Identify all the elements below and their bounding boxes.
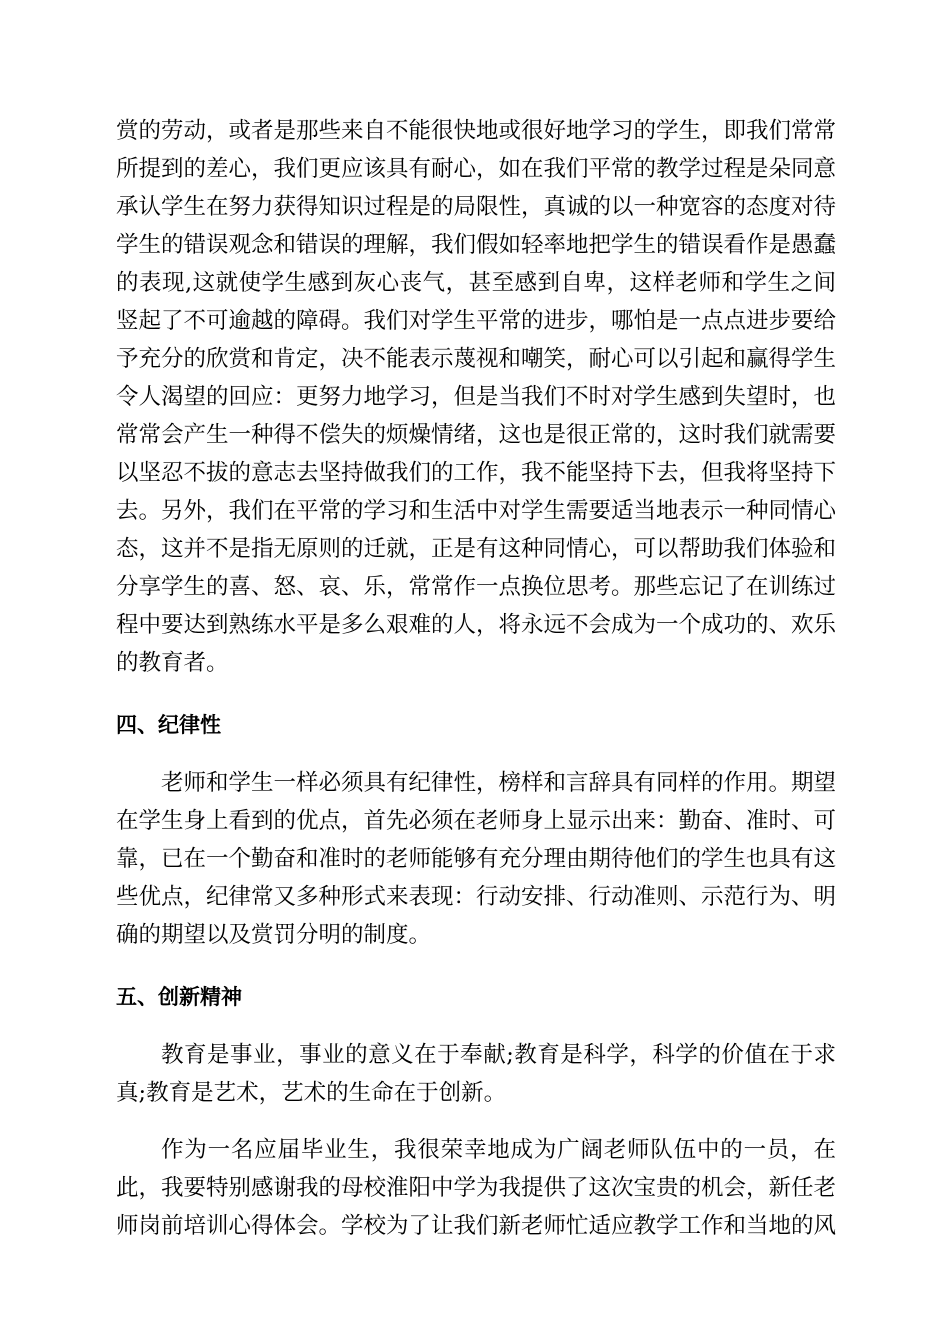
section-heading-discipline: 四、纪律性: [116, 713, 221, 737]
section-heading-innovation: 五、创新精神: [116, 985, 242, 1009]
paragraph-innovation: 教育是事业，事业的意义在于奉献;教育是科学，科学的价值在于求真;教育是艺术，艺术的生命在于创新。: [116, 1042, 836, 1106]
paragraph-graduate: 作为一名应届毕业生，我很荣幸地成为广阔老师队伍中的一员，在此，我要特别感谢我的母校淮阳中学为我提供了这次宝贵的机会，新任老师岗前培训心得体会。学校为了让我们新老师忙适应教学工作和当地的风: [116, 1137, 837, 1239]
paragraph-discipline: 老师和学生一样必须具有纪律性，榜样和言辞具有同样的作用。期望在学生身上看到的优点，首先必须在老师身上显示出来：勤奋、准时、可靠，已在一个勤奋和准时的老师能够有充分理由期待他们的学生也具有这些优点，纪律常又多种形式来表现：行动安排、行动准则、示范行为、明确的期望以及赏罚分明的制度。: [116, 770, 837, 948]
document-page: [116, 112, 836, 1245]
paragraph-patience: 赏的劳动，或者是那些来自不能很快地或很好地学习的学生，即我们常常所提到的差心，我们更应该具有耐心，如在我们平常的教学过程是朵同意承认学生在努力获得知识过程是的局限性，真诚的以一种宽容的态度对待学生的错误观念和错误的理解，我们假如轻率地把学生的错误看作是愚蠢的表现,这就使学生感到灰心丧气，甚至感到自卑，这样老师和学生之间竖起了不可逾越的障碍。我们对学生平常的进步，哪怕是一点点进步要给予充分的欣赏和肯定，决不能表示蔑视和嘲笑，耐心可以引起和赢得学生令人渴望的回应：更努力地学习，但是当我们不时对学生感到失望时，也常常会产生一种得不偿失的烦燥情绪，这也是很正常的，这时我们就需要以坚忍不拔的意志去坚持做我们的工作，我不能坚持下去，但我将坚持下去。另外，我们在平常的学习和生活中对学生需要适当地表示一种同情心态，这并不是指无原则的迁就，正是有这种同情心，可以帮助我们体验和分享学生的喜、怒、哀、乐，常常作一点换位思考。那些忘记了在训练过程中要达到熟练水平是多么艰难的人，将永远不会成为一个成功的、欢乐的教育者。: [116, 118, 837, 676]
